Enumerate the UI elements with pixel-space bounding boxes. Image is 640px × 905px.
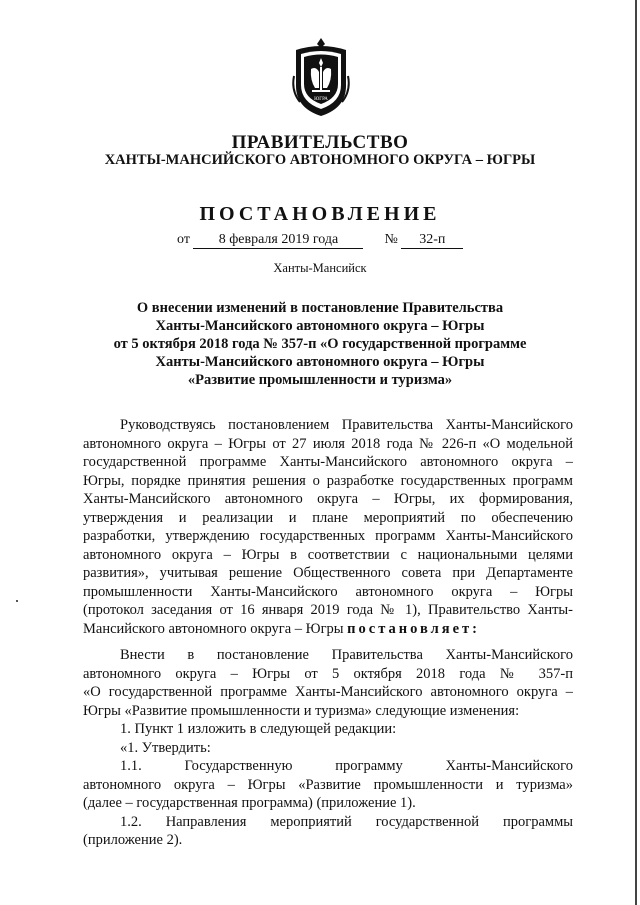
emblem-text: ЮГРА (314, 97, 328, 102)
text-line: Югры, порядке принятия решения о разработке государственных программ (83, 472, 573, 489)
text-line: 1.2. Направления мероприятий государственной программы (120, 813, 573, 830)
text-line: государственной программе Ханты-Мансийского автономного округа – (83, 454, 573, 470)
text-line: (протокол заседания от 16 января 2019 года № 1), Правительство Ханты- (83, 602, 573, 618)
text-line: Югры «Развитие промышленности и туризма» следующие изменения: (83, 702, 520, 719)
text-line: 1. Пункт 1 изложить в следующей редакции: (120, 721, 397, 737)
subject-line: Ханты-Мансийского автономного округа – Югры (155, 354, 485, 370)
scan-speck (16, 600, 18, 602)
text-line: 1.1. Государственную программу Ханты-Мансийского (120, 758, 573, 774)
number-label: № (384, 232, 398, 247)
decree-city: Ханты-Мансийск (273, 261, 367, 275)
text-line: автономного округа – Югры от 5 октября 2018 года № 357-п (83, 665, 573, 682)
subject-line: «Развитие промышленности и туризма» (187, 372, 453, 388)
government-region: ХАНТЫ-МАНСИЙСКОГО АВТОНОМНОГО ОКРУГА – ЮГРЫ (104, 152, 536, 168)
decision-verb: постановляет: (347, 620, 480, 637)
text-line: «О государственной программе Ханты-Мансийского автономного округа – (83, 684, 573, 700)
subject-line: О внесении изменений в постановление Правительства (136, 300, 504, 316)
text-line: (приложение 2). (83, 832, 183, 848)
decree-number: 32-п (401, 232, 463, 249)
government-title: ПРАВИТЕЛЬСТВО (231, 132, 409, 153)
subject-line: от 5 октября 2018 года № 357-п «О государственной программе (113, 336, 527, 352)
paragraph-preamble (83, 416, 573, 638)
text-line: промышленности Ханты-Мансийского автономного округа – Югры (83, 583, 573, 600)
coat-of-arms-emblem (290, 36, 352, 118)
text-line: утверждения и реализации и плане мероприятий по обеспечению (83, 509, 573, 526)
text-line: автономного округа – Югры «Развитие промышленности и туризма» (83, 776, 573, 793)
text-line: автономного округа – Югры в соответствии с национальными целями (83, 546, 573, 563)
text-fragment: Мансийского автономного округа – Югры (83, 620, 344, 637)
decree-title: ПОСТАНОВЛЕНИЕ (199, 203, 441, 225)
subject-line: Ханты-Мансийского автономного округа – Югры (155, 318, 485, 334)
text-line: автономного округа – Югры от 27 июля 2018 года № 226-п «О модельной (83, 435, 573, 452)
text-line: Внести в постановление Правительства Ханты-Мансийского (120, 647, 573, 663)
decree-subject (80, 299, 560, 389)
text-line: «1. Утвердить: (120, 739, 211, 756)
text-line: Ханты-Мансийского автономного округа – Югры, их формирования, (83, 491, 573, 507)
decree-date: 8 февраля 2019 года (193, 232, 363, 249)
paragraph-amendments (83, 646, 573, 850)
decree-date-line (177, 232, 463, 249)
text-line (83, 620, 573, 639)
text-line: Руководствуясь постановлением Правительства Ханты-Мансийского (120, 417, 573, 433)
text-line: развития», учитывая решение Общественного совета при Департаменте (83, 565, 573, 581)
date-from-label: от (177, 232, 190, 247)
text-line: (далее – государственная программа) (приложение 1). (83, 795, 416, 811)
text-line: разработки, утверждению государственных программ Ханты-Мансийского (83, 528, 573, 544)
